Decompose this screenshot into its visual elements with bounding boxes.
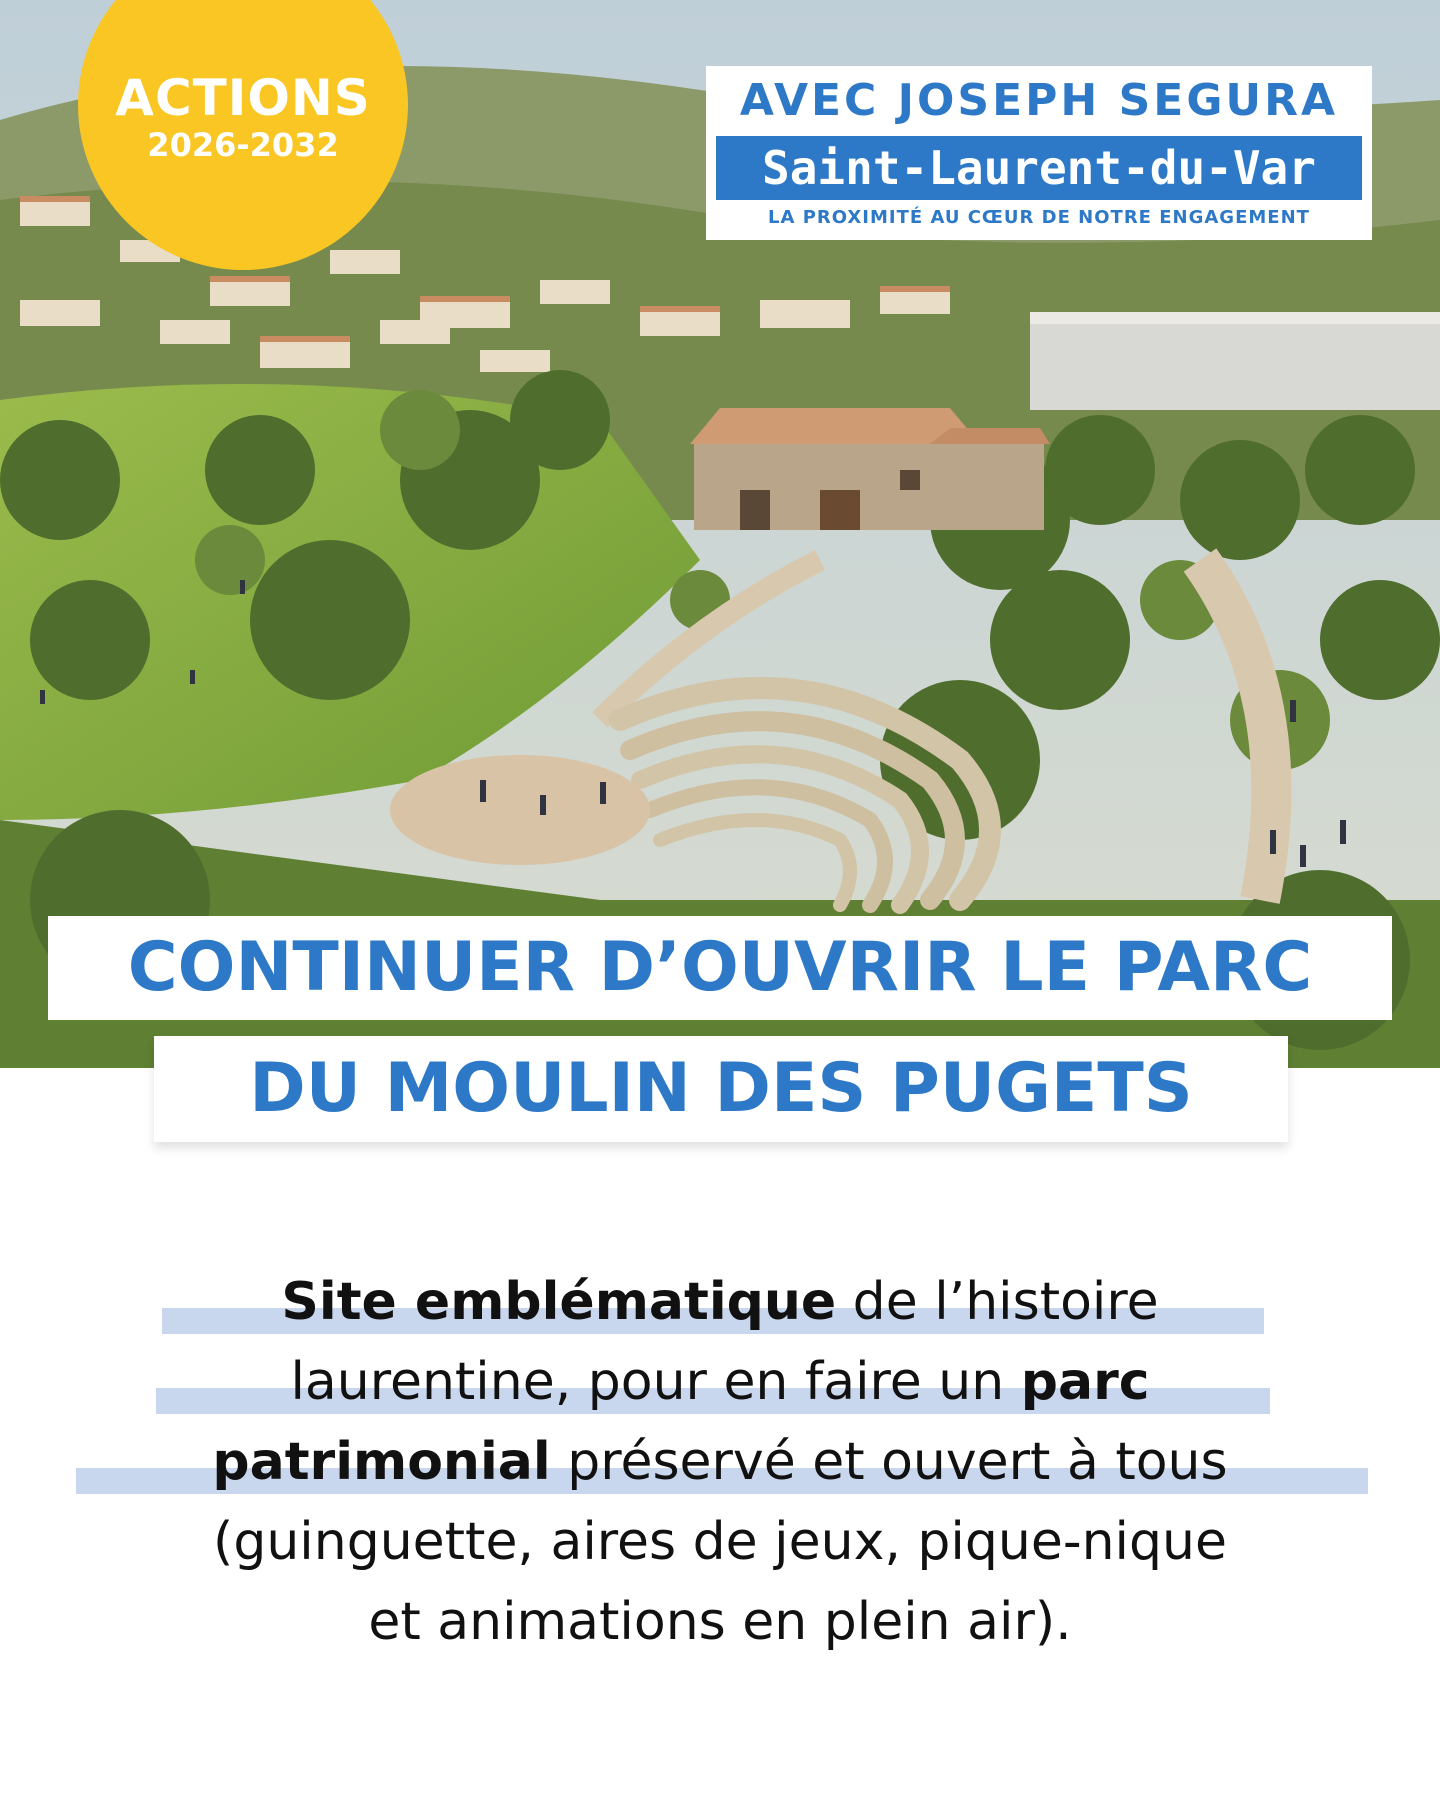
body-line-2	[0, 1342, 1440, 1422]
body-line-3	[0, 1422, 1440, 1502]
body-text: de l’histoire	[836, 1272, 1159, 1332]
badge-years-label: 2026-2032	[147, 126, 339, 164]
body-text: préservé et ouvert à tous	[550, 1432, 1228, 1492]
badge-actions-label: ACTIONS	[115, 69, 371, 127]
body-text: et animations en plein air).	[368, 1592, 1072, 1652]
body-bold-parc: parc	[1020, 1352, 1150, 1412]
title-line-1: CONTINUER D’OUVRIR LE PARC	[48, 916, 1392, 1020]
body-bold-site: Site emblématique	[281, 1272, 837, 1332]
title-line-2: DU MOULIN DES PUGETS	[154, 1036, 1288, 1142]
campaign-brand-block	[706, 66, 1372, 240]
body-paragraph	[0, 1262, 1440, 1662]
body-line-1	[0, 1262, 1440, 1342]
body-line-5	[0, 1582, 1440, 1662]
brand-city-banner: Saint-Laurent-du-Var	[716, 136, 1362, 200]
body-line-4	[0, 1502, 1440, 1582]
brand-tagline: LA PROXIMITÉ AU CŒUR DE NOTRE ENGAGEMENT	[768, 207, 1310, 228]
brand-candidate-line: AVEC JOSEPH SEGURA	[739, 75, 1339, 126]
body-text: laurentine, pour en faire un	[290, 1352, 1021, 1412]
body-bold-patrimonial: patrimonial	[212, 1432, 551, 1492]
body-text: (guinguette, aires de jeux, pique-nique	[213, 1512, 1227, 1572]
